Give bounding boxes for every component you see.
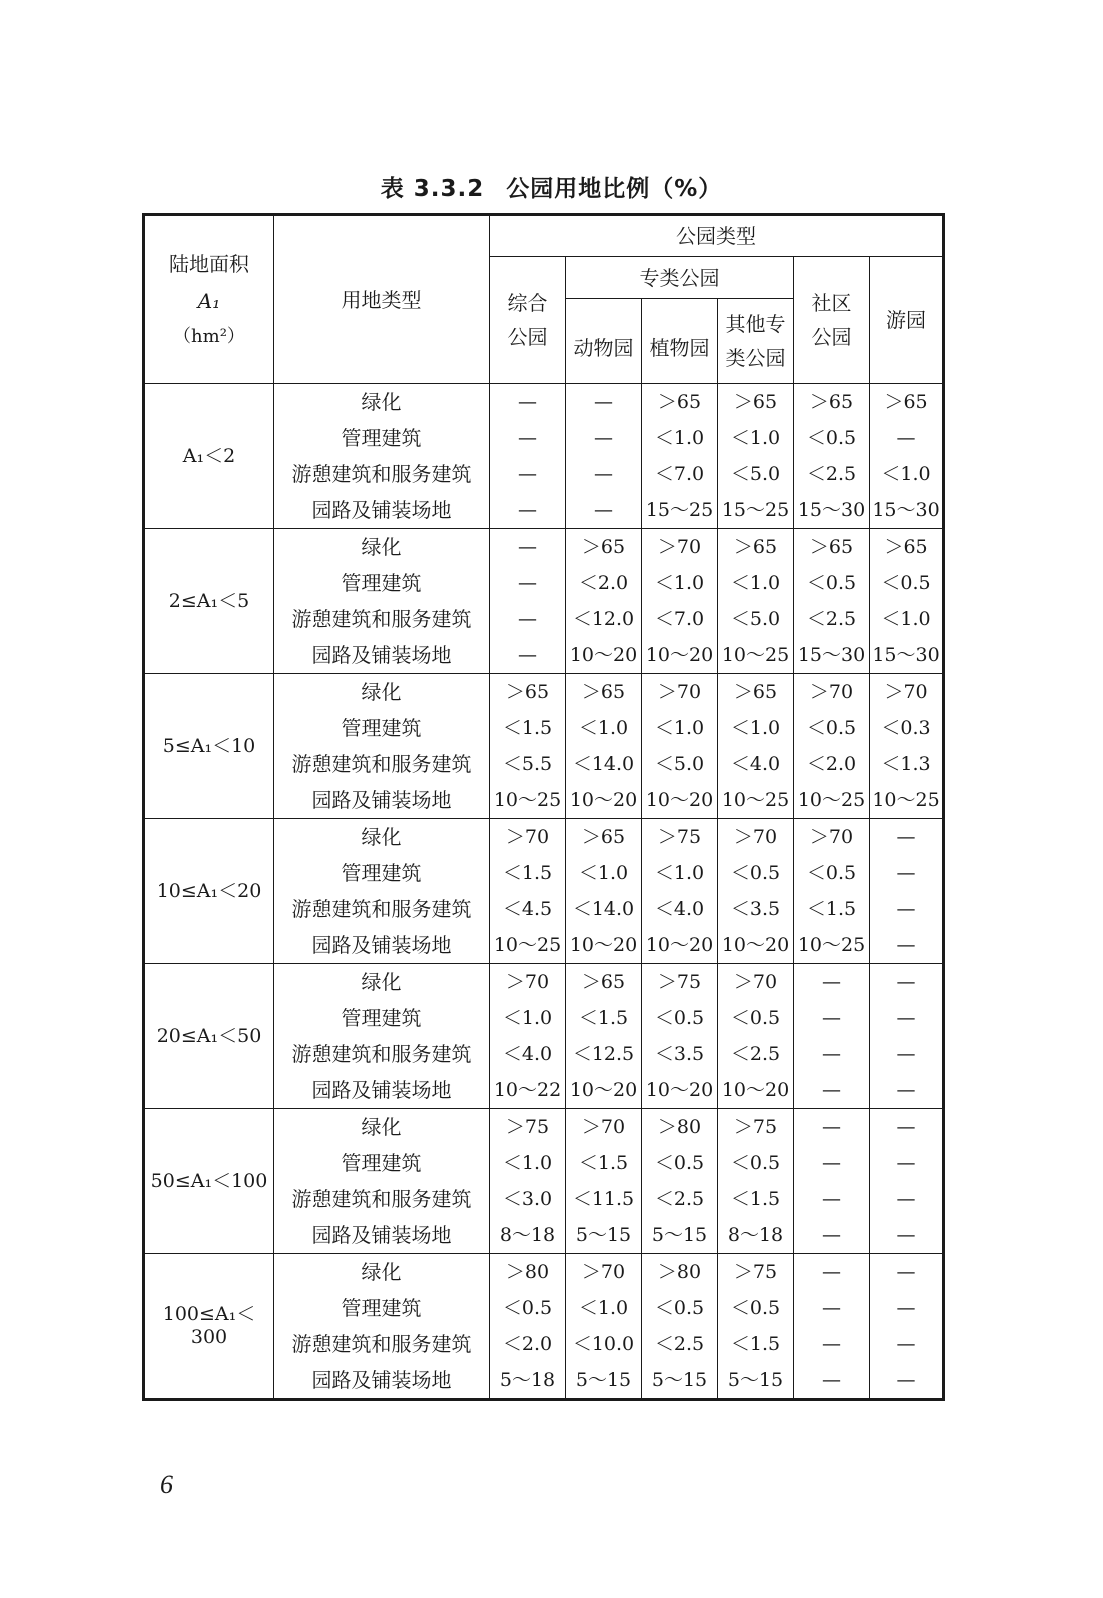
ratio-value: ＜2.0	[578, 572, 629, 594]
landuse-label: 游憩建筑和服务建筑	[291, 462, 472, 486]
value-cell	[566, 1109, 642, 1254]
ratio-value: —	[518, 608, 537, 630]
ratio-value: ＜5.5	[502, 753, 553, 775]
area-range-cell: A₁＜2	[144, 384, 274, 529]
ratio-value: ＜7.0	[654, 608, 705, 630]
ratio-value: —	[896, 862, 916, 884]
landuse-label: 园路及铺装场地	[311, 1223, 452, 1247]
ratio-value: 10～20	[569, 789, 638, 811]
value-cell	[642, 1109, 718, 1254]
landuse-label: 游憩建筑和服务建筑	[291, 607, 472, 631]
ratio-value: 5～18	[499, 1369, 556, 1391]
ratio-value: ＜3.5	[654, 1043, 705, 1065]
ratio-value: —	[896, 1152, 916, 1174]
ratio-value: ＜0.5	[806, 717, 857, 739]
ratio-value: 15～25	[645, 499, 714, 521]
ratio-value: —	[896, 1116, 916, 1138]
ratio-value: ＞70	[809, 681, 854, 703]
ratio-value: ＞80	[657, 1261, 702, 1283]
ratio-value: 10～25	[721, 789, 790, 811]
value-cell	[794, 529, 870, 674]
ratio-value: ＜1.5	[578, 1152, 629, 1174]
ratio-value: —	[518, 499, 537, 521]
ratio-value: —	[822, 1079, 841, 1101]
table-number: 表 3.3.2	[380, 176, 485, 202]
ratio-value: ＜0.5	[730, 1007, 781, 1029]
landuse-label: 绿化	[361, 535, 402, 559]
ratio-value: —	[896, 1224, 916, 1246]
ratio-value: ＜1.5	[578, 1007, 629, 1029]
ratio-value: —	[594, 499, 613, 521]
ratio-value: ＞75	[657, 826, 702, 848]
ratio-value: ＜4.0	[654, 898, 705, 920]
landuse-label: 游憩建筑和服务建筑	[291, 752, 472, 776]
ratio-value: 15～30	[797, 644, 866, 666]
ratio-value: 10～20	[721, 1079, 790, 1101]
ratio-value: —	[896, 427, 916, 449]
ratio-value: —	[594, 427, 613, 449]
table-row	[144, 529, 944, 674]
ratio-value: ＜5.0	[730, 608, 781, 630]
ratio-value: 10～20	[721, 934, 790, 956]
value-cell	[794, 1109, 870, 1254]
ratio-value: 10～25	[493, 789, 562, 811]
ratio-value: ＜12.5	[572, 1043, 635, 1065]
value-cell	[566, 529, 642, 674]
ratio-value: ＜1.0	[730, 427, 781, 449]
ratio-value: ＜0.5	[806, 572, 857, 594]
ratio-value: ＞70	[581, 1261, 626, 1283]
header-garden: 游园	[870, 257, 944, 384]
ratio-value: ＞65	[884, 536, 928, 558]
landuse-label: 游憩建筑和服务建筑	[291, 1042, 472, 1066]
table-row	[144, 384, 944, 529]
ratio-value: ＜1.0	[578, 1297, 629, 1319]
value-cell	[490, 529, 566, 674]
table-row	[144, 1254, 944, 1400]
header-community: 社区 公园	[794, 257, 870, 384]
value-cell	[870, 384, 944, 529]
ratio-value: ＞75	[733, 1261, 778, 1283]
ratio-value: —	[822, 1043, 841, 1065]
ratio-value: ＜12.0	[572, 608, 635, 630]
ratio-value: ＜1.5	[730, 1333, 781, 1355]
value-cell	[794, 384, 870, 529]
value-cell	[490, 674, 566, 819]
ratio-value: ＜2.0	[502, 1333, 553, 1355]
value-cell	[794, 964, 870, 1109]
ratio-value: —	[822, 1152, 841, 1174]
ratio-value: ＜7.0	[654, 463, 705, 485]
ratio-value: —	[822, 1116, 841, 1138]
page-number: 6	[160, 1470, 173, 1499]
ratio-value: ＞70	[884, 681, 928, 703]
ratio-value: ＜1.0	[654, 862, 705, 884]
ratio-value: ＞70	[733, 826, 778, 848]
ratio-value: ＞75	[733, 1116, 778, 1138]
value-cell	[870, 529, 944, 674]
landuse-label: 绿化	[361, 970, 402, 994]
header-botanical: 植物园	[642, 299, 718, 384]
landuse-label: 园路及铺装场地	[311, 933, 452, 957]
value-cell	[490, 964, 566, 1109]
ratio-value: ＞65	[505, 681, 550, 703]
ratio-value: ＞65	[809, 536, 854, 558]
value-cell	[718, 819, 794, 964]
value-cell	[718, 384, 794, 529]
landuse-label: 管理建筑	[341, 1151, 422, 1175]
landuse-label: 管理建筑	[341, 571, 422, 595]
value-cell	[870, 1254, 944, 1400]
ratio-value: 10～20	[645, 789, 714, 811]
landuse-label: 园路及铺装场地	[311, 643, 452, 667]
area-range-cell: 10≤A₁＜20	[144, 819, 274, 964]
ratio-value: —	[518, 391, 537, 413]
ratio-value: ＞75	[505, 1116, 550, 1138]
ratio-value: ＜0.5	[654, 1007, 705, 1029]
ratio-value: —	[822, 971, 841, 993]
ratio-value: 15～30	[797, 499, 866, 521]
landuse-cell	[274, 964, 490, 1109]
landuse-cell	[274, 529, 490, 674]
ratio-value: —	[594, 463, 613, 485]
value-cell	[566, 964, 642, 1109]
area-range-cell: 20≤A₁＜50	[144, 964, 274, 1109]
ratio-value: —	[594, 391, 613, 413]
ratio-value: ＞65	[733, 536, 778, 558]
ratio-value: ＞65	[733, 681, 778, 703]
ratio-value: —	[896, 1043, 916, 1065]
ratio-value: ＞70	[657, 681, 702, 703]
value-cell	[566, 384, 642, 529]
ratio-value: 10～22	[493, 1079, 562, 1101]
ratio-value: —	[518, 644, 537, 666]
ratio-value: ＜0.3	[881, 717, 931, 739]
ratio-value: ＜1.0	[502, 1007, 553, 1029]
ratio-value: —	[822, 1188, 841, 1210]
ratio-value: —	[896, 1079, 916, 1101]
ratio-value: ＞70	[809, 826, 854, 848]
landuse-label: 绿化	[361, 390, 402, 414]
landuse-label: 游憩建筑和服务建筑	[291, 1187, 472, 1211]
ratio-value: 15～30	[872, 499, 940, 521]
ratio-value: —	[822, 1224, 841, 1246]
ratio-value: ＜2.5	[806, 463, 857, 485]
ratio-value: 8～18	[499, 1224, 556, 1246]
ratio-value: 10～20	[645, 1079, 714, 1101]
ratio-value: ＜2.5	[730, 1043, 781, 1065]
ratio-value: ＜1.5	[502, 717, 553, 739]
landuse-cell	[274, 1109, 490, 1254]
ratio-value: —	[518, 572, 537, 594]
table-row	[144, 674, 944, 819]
header-comprehensive: 综合 公园	[490, 257, 566, 384]
area-range-cell: 100≤A₁＜300	[144, 1254, 274, 1400]
value-cell	[642, 529, 718, 674]
ratio-value: ＜0.5	[654, 1152, 705, 1174]
ratio-value: ＞70	[733, 971, 778, 993]
ratio-value: 10～25	[797, 789, 866, 811]
landuse-label: 管理建筑	[341, 426, 422, 450]
ratio-value: ＞65	[733, 391, 778, 413]
ratio-value: 5～15	[727, 1369, 784, 1391]
ratio-value: —	[896, 826, 916, 848]
value-cell	[870, 964, 944, 1109]
ratio-value: 5～15	[651, 1369, 708, 1391]
ratio-value: ＜10.0	[572, 1333, 635, 1355]
landuse-label: 管理建筑	[341, 861, 422, 885]
value-cell	[566, 819, 642, 964]
ratio-value: ＜0.5	[730, 1152, 781, 1174]
landuse-cell	[274, 1254, 490, 1400]
ratio-value: ＜4.0	[730, 753, 781, 775]
landuse-label: 绿化	[361, 1115, 402, 1139]
landuse-label: 园路及铺装场地	[311, 788, 452, 812]
ratio-value: 10～20	[569, 1079, 638, 1101]
ratio-value: —	[896, 1369, 916, 1391]
ratio-value: 10～25	[872, 789, 940, 811]
ratio-value: 10～25	[721, 644, 790, 666]
ratio-value: ＜0.5	[806, 862, 857, 884]
header-area: 陆地面积 A₁ （hm²）	[144, 215, 274, 384]
ratio-value: ＜2.5	[654, 1188, 705, 1210]
value-cell	[870, 1109, 944, 1254]
landuse-label: 园路及铺装场地	[311, 1368, 452, 1392]
table-title: 公园用地比例（%）	[506, 176, 723, 202]
ratio-value: ＜1.0	[578, 862, 629, 884]
ratio-value: 10～20	[569, 644, 638, 666]
ratio-value: —	[896, 1261, 916, 1283]
value-cell	[794, 819, 870, 964]
header-special: 专类公园	[566, 257, 794, 299]
value-cell	[718, 674, 794, 819]
value-cell	[642, 1254, 718, 1400]
ratio-value: 10～20	[569, 934, 638, 956]
ratio-value: ＜1.0	[881, 463, 931, 485]
ratio-value: ＜1.0	[578, 717, 629, 739]
ratio-value: 10～25	[797, 934, 866, 956]
ratio-value: ＜3.5	[730, 898, 781, 920]
landuse-label: 绿化	[361, 825, 402, 849]
ratio-value: ＞70	[505, 826, 550, 848]
value-cell	[490, 1109, 566, 1254]
ratio-value: 5～15	[575, 1369, 632, 1391]
ratio-value: ＞65	[884, 391, 928, 413]
value-cell	[870, 819, 944, 964]
value-cell	[794, 674, 870, 819]
ratio-value: ＞70	[505, 971, 550, 993]
area-range-cell: 2≤A₁＜5	[144, 529, 274, 674]
value-cell	[718, 1254, 794, 1400]
ratio-value: ＞75	[657, 971, 702, 993]
header-other-special: 其他专 类公园	[718, 299, 794, 384]
ratio-value: —	[822, 1261, 841, 1283]
ratio-value: ＞70	[657, 536, 702, 558]
ratio-value: ＜5.0	[730, 463, 781, 485]
header-zoo: 动物园	[566, 299, 642, 384]
landuse-label: 管理建筑	[341, 716, 422, 740]
value-cell	[642, 674, 718, 819]
value-cell	[490, 819, 566, 964]
landuse-label: 游憩建筑和服务建筑	[291, 897, 472, 921]
ratio-value: —	[896, 1007, 916, 1029]
ratio-value: ＜1.5	[502, 862, 553, 884]
ratio-value: ＜0.5	[730, 862, 781, 884]
ratio-value: —	[518, 536, 537, 558]
ratio-value: ＜1.3	[881, 753, 931, 775]
landuse-cell	[274, 384, 490, 529]
value-cell	[718, 529, 794, 674]
ratio-value: ＞65	[581, 536, 626, 558]
ratio-value: —	[518, 427, 537, 449]
ratio-value: ＜5.0	[654, 753, 705, 775]
landuse-label: 园路及铺装场地	[311, 498, 452, 522]
ratio-value: —	[896, 934, 916, 956]
ratio-value: ＜11.5	[572, 1188, 635, 1210]
table-row	[144, 1109, 944, 1254]
ratio-value: ＜2.5	[806, 608, 857, 630]
ratio-value: ＞65	[581, 971, 626, 993]
ratio-value: —	[822, 1297, 841, 1319]
ratio-value: ＜2.0	[806, 753, 857, 775]
value-cell	[718, 964, 794, 1109]
ratio-value: ＜1.0	[654, 717, 705, 739]
ratio-value: ＞65	[809, 391, 854, 413]
ratio-value: ＜2.5	[654, 1333, 705, 1355]
value-cell	[566, 1254, 642, 1400]
ratio-value: ＜4.5	[502, 898, 553, 920]
ratio-value: ＞65	[581, 681, 626, 703]
landuse-label: 游憩建筑和服务建筑	[291, 1332, 472, 1356]
ratio-value: 10～20	[645, 934, 714, 956]
value-cell	[870, 674, 944, 819]
ratio-value: —	[822, 1007, 841, 1029]
ratio-value: —	[896, 1333, 916, 1355]
table-caption	[0, 170, 1103, 203]
ratio-value: ＜0.5	[806, 427, 857, 449]
ratio-value: ＜1.5	[806, 898, 857, 920]
ratio-value: ＞65	[581, 826, 626, 848]
value-cell	[642, 819, 718, 964]
ratio-value: ＜1.0	[881, 608, 931, 630]
ratio-value: 5～15	[575, 1224, 632, 1246]
value-cell	[718, 1109, 794, 1254]
ratio-value: ＜0.5	[654, 1297, 705, 1319]
ratio-value: ＜1.0	[730, 572, 781, 594]
value-cell	[642, 384, 718, 529]
ratio-value: ＜4.0	[502, 1043, 553, 1065]
ratio-value: 5～15	[651, 1224, 708, 1246]
value-cell	[794, 1254, 870, 1400]
header-landuse: 用地类型	[274, 215, 490, 384]
ratio-value: 15～30	[872, 644, 940, 666]
ratio-value: —	[896, 971, 916, 993]
ratio-value: ＜3.0	[502, 1188, 553, 1210]
ratio-value: —	[896, 898, 916, 920]
ratio-value: ＞80	[657, 1116, 702, 1138]
ratio-value: ＜14.0	[572, 753, 635, 775]
ratio-value: 10～20	[645, 644, 714, 666]
ratio-value: 10～25	[493, 934, 562, 956]
ratio-value: —	[518, 463, 537, 485]
ratio-value: ＞80	[505, 1261, 550, 1283]
landuse-label: 园路及铺装场地	[311, 1078, 452, 1102]
park-landuse-table	[142, 213, 945, 1401]
ratio-value: ＞70	[581, 1116, 626, 1138]
landuse-label: 绿化	[361, 1260, 402, 1284]
ratio-value: ＜0.5	[881, 572, 931, 594]
area-range-cell: 50≤A₁＜100	[144, 1109, 274, 1254]
ratio-value: ＜1.0	[730, 717, 781, 739]
ratio-value: ＜0.5	[502, 1297, 553, 1319]
ratio-value: ＜14.0	[572, 898, 635, 920]
ratio-value: ＜1.0	[654, 572, 705, 594]
ratio-value: ＜0.5	[730, 1297, 781, 1319]
ratio-value: —	[896, 1297, 916, 1319]
landuse-label: 绿化	[361, 680, 402, 704]
value-cell	[490, 1254, 566, 1400]
value-cell	[642, 964, 718, 1109]
landuse-cell	[274, 674, 490, 819]
landuse-label: 管理建筑	[341, 1006, 422, 1030]
area-range-cell: 5≤A₁＜10	[144, 674, 274, 819]
ratio-value: 8～18	[727, 1224, 784, 1246]
value-cell	[490, 384, 566, 529]
table-row	[144, 964, 944, 1109]
table-row	[144, 819, 944, 964]
ratio-value: ＜1.0	[654, 427, 705, 449]
header-park-type: 公园类型	[490, 215, 944, 257]
ratio-value: ＜1.5	[730, 1188, 781, 1210]
ratio-value: 15～25	[721, 499, 790, 521]
ratio-value: —	[822, 1333, 841, 1355]
landuse-cell	[274, 819, 490, 964]
ratio-value: ＜1.0	[502, 1152, 553, 1174]
landuse-label: 管理建筑	[341, 1296, 422, 1320]
ratio-value: ＞65	[657, 391, 702, 413]
ratio-value: —	[822, 1369, 841, 1391]
ratio-value: —	[896, 1188, 916, 1210]
value-cell	[566, 674, 642, 819]
